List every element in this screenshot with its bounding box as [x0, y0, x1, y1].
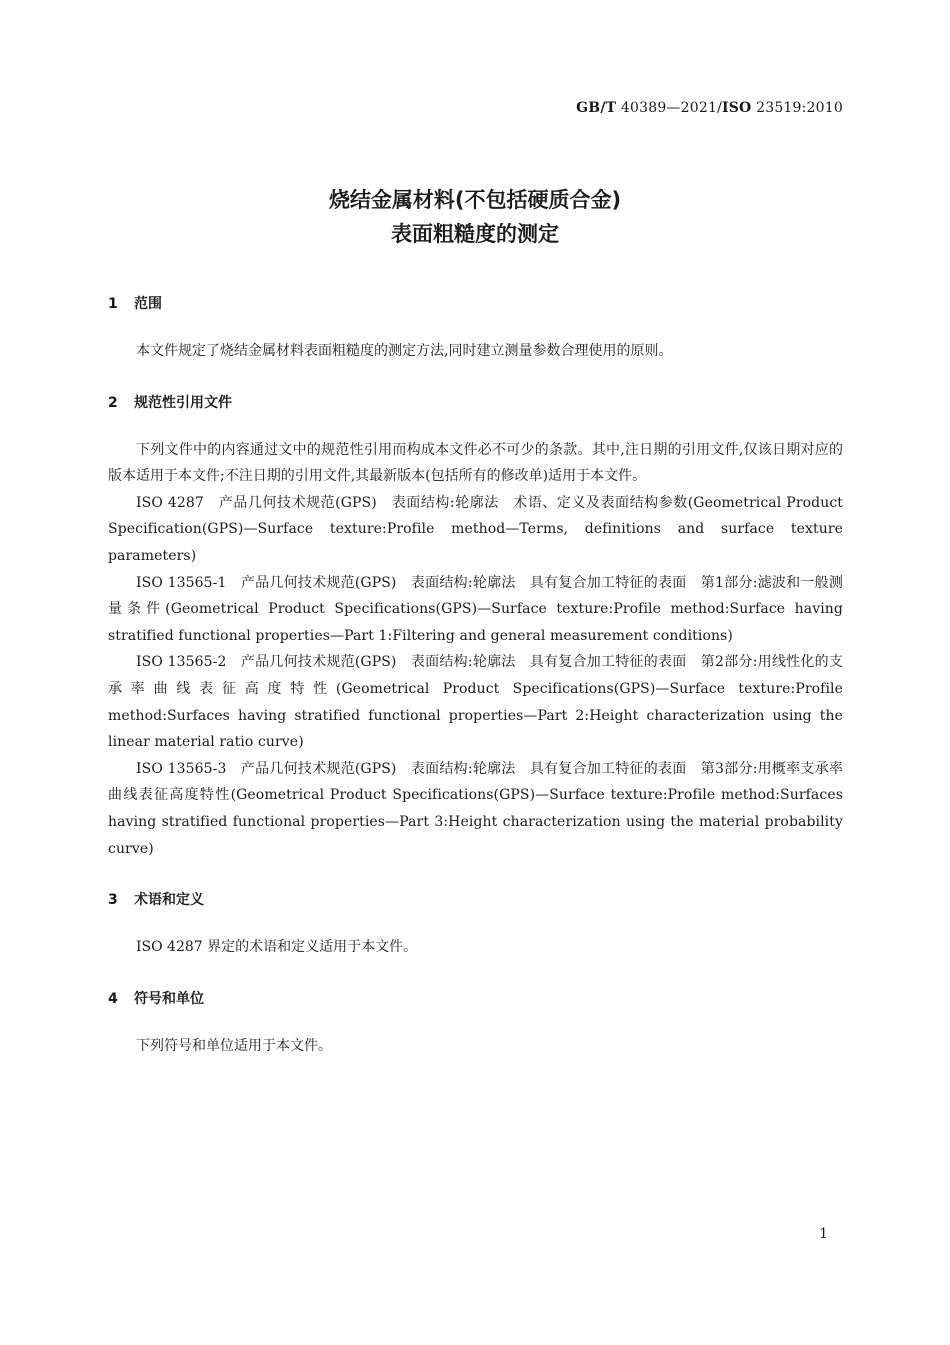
section-4-heading — [108, 985, 843, 1013]
section-number: 4 — [108, 990, 118, 1007]
standard-code-iso: ISO — [721, 100, 752, 116]
document-body — [108, 290, 843, 1059]
section-3-heading — [108, 886, 843, 914]
reference-iso-13565-1: ISO 13565-1 产品几何技术规范(GPS) 表面结构:轮廓法 具有复合加工特征的表面 第1部分:滤波和一般测量条件(Geometrical Product Specifications(GPS)—Surface texture:Profile method:Surface having stratified functional properties—Part 1:Filtering and general measurement conditions) — [108, 574, 843, 644]
reference-iso-13565-3: ISO 13565-3 产品几何技术规范(GPS) 表面结构:轮廓法 具有复合加工特征的表面 第3部分:用概率支承率曲线表征高度特性(Geometrical Product Specifications(GPS)—Surface texture:Profile method:Surfaces having stratified functional properties—Part 3:Height characterization using the material probability curve) — [108, 760, 843, 857]
section-title: 规范性引用文件 — [134, 394, 232, 411]
section-1-paragraph: 本文件规定了烧结金属材料表面粗糙度的测定方法,同时建立测量参数合理使用的原则。 — [136, 343, 673, 359]
section-4-paragraph: 下列符号和单位适用于本文件。 — [136, 1037, 332, 1054]
page-number: 1 — [819, 1226, 828, 1242]
standard-code-iso-number: 23519:2010 — [751, 100, 843, 116]
reference-iso-13565-2: ISO 13565-2 产品几何技术规范(GPS) 表面结构:轮廓法 具有复合加工特征的表面 第2部分:用线性化的支承率曲线表征高度特性(Geometrical Product Specifications(GPS)—Surface texture:Profile method:Surfaces having stratified functional properties—Part 2:Height characterization using the linear material ratio curve) — [108, 654, 843, 751]
section-number: 1 — [108, 296, 118, 312]
standard-code-number: 40389—2021/ — [616, 100, 722, 116]
standard-code — [576, 100, 843, 116]
section-2-heading — [108, 389, 843, 417]
section-2-paragraph: 下列文件中的内容通过文中的规范性引用而构成本文件必不可少的条款。其中,注日期的引用文件,仅该日期对应的版本适用于本文件;不注日期的引用文件,其最新版本(包括所有的修改单)适用于本文件。 — [108, 441, 843, 485]
document-title-line1: 烧结金属材料(不包括硬质合金) — [328, 188, 622, 212]
section-number: 2 — [108, 394, 118, 411]
standard-code-gbt: GB/T — [576, 100, 617, 116]
section-3-paragraph: ISO 4287 界定的术语和定义适用于本文件。 — [136, 939, 418, 956]
reference-iso-4287: ISO 4287 产品几何技术规范(GPS) 表面结构:轮廓法 术语、定义及表面结构参数(Geometrical Product Specification(GPS)—Surface texture:Profile method—Terms, definitions and surface texture parameters) — [108, 494, 843, 564]
section-number: 3 — [108, 892, 118, 909]
section-title: 术语和定义 — [134, 892, 204, 909]
section-title: 符号和单位 — [134, 990, 204, 1007]
document-title-line2: 表面粗糙度的测定 — [391, 222, 559, 246]
section-title: 范围 — [134, 296, 162, 312]
section-1-heading — [108, 290, 843, 318]
